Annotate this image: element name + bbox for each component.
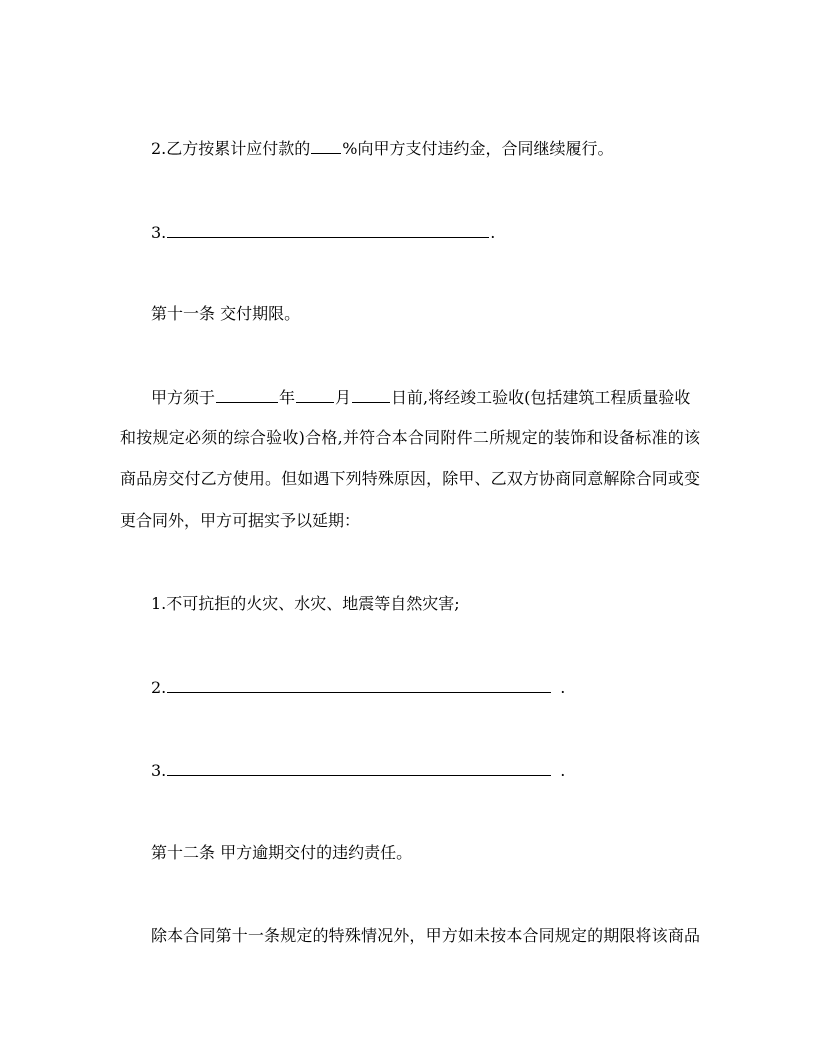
blank-field xyxy=(167,760,551,776)
blank-year xyxy=(216,387,278,403)
text-segment: 月 xyxy=(335,388,352,407)
article-11-para-line-4: 更合同外，甲方可据实予以延期： xyxy=(120,511,361,530)
text-segment: . xyxy=(560,761,566,780)
blank-month xyxy=(296,387,334,403)
text-segment: 年 xyxy=(279,388,296,407)
text-segment: 甲方须于 xyxy=(151,388,216,407)
text-segment: 3. xyxy=(151,223,167,242)
article-12-heading: 第十二条 甲方逾期交付的违约责任。 xyxy=(151,843,413,862)
text-segment: 3. xyxy=(151,761,167,780)
article-11-para-line-3: 商品房交付乙方使用。但如遇下列特殊原因，除甲、乙双方协商同意解除合同或变 xyxy=(120,469,700,488)
article-11-para-line-2: 和按规定必须的综合验收)合格,并符合本合同附件二所规定的装饰和设备标准的该 xyxy=(120,428,700,447)
text-segment: . xyxy=(560,678,566,697)
article-12-para-line-1: 除本合同第十一条规定的特殊情况外，甲方如未按本合同规定的期限将该商品 xyxy=(151,926,700,945)
clause-3-blank-line xyxy=(151,222,700,243)
text-segment: 日前,将经竣工验收(包括建筑工程质量验收 xyxy=(391,388,691,407)
blank-field xyxy=(167,222,489,238)
text-segment: %向甲方支付违约金，合同继续履行。 xyxy=(342,139,614,158)
text-segment: . xyxy=(490,223,496,242)
text-segment: 2.乙方按累计应付款的 xyxy=(151,139,311,158)
delay-reason-1: 1.不可抗拒的火灾、水灾、地震等自然灾害; xyxy=(151,594,460,613)
blank-day xyxy=(352,387,390,403)
clause-2-penalty-line xyxy=(151,138,700,159)
article-11-heading: 第十一条 交付期限。 xyxy=(151,304,301,323)
blank-field xyxy=(167,677,551,693)
text-segment: 2. xyxy=(151,678,167,697)
blank-field xyxy=(311,138,341,154)
delay-reason-3 xyxy=(151,760,700,781)
article-11-para-line-1 xyxy=(151,387,700,408)
delay-reason-2 xyxy=(151,677,700,698)
